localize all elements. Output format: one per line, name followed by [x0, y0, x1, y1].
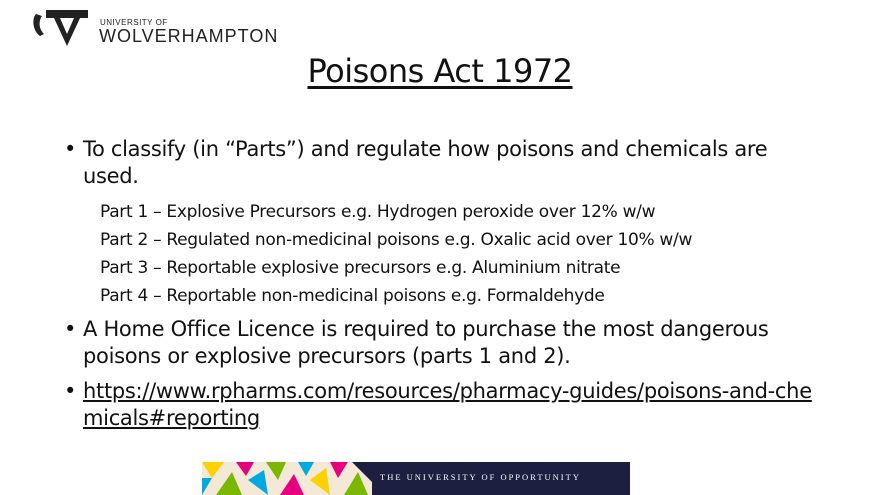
bullet-text: To classify (in “Parts”) and regulate how poisons and chemicals are used.	[83, 137, 768, 188]
bullet-licence	[62, 316, 822, 370]
logo-wolverhampton: WOLVERHAMPTON	[99, 26, 279, 46]
university-logo	[30, 8, 279, 58]
list-item: Part 4 – Reportable non-medicinal poisons e.g. Formaldehyde	[100, 286, 605, 306]
rpharms-link[interactable]: https://www.rpharms.com/resources/pharmacy-guides/poisons-and-chemicals#reporting	[83, 379, 812, 430]
logo-university-of: UNIVERSITY OF	[100, 18, 168, 27]
footer-banner	[202, 462, 630, 495]
list-item: Part 2 – Regulated non-medicinal poisons e.g. Oxalic acid over 10% w/w	[100, 230, 693, 250]
list-item: Part 3 – Reportable explosive precursors e.g. Aluminium nitrate	[100, 258, 621, 278]
bullet-link	[62, 378, 822, 432]
wolf-shield-icon	[30, 8, 92, 52]
banner-slogan: THE UNIVERSITY OF OPPORTUNITY	[380, 472, 581, 482]
bullet-text: A Home Office Licence is required to purchase the most dangerous poisons or explosive precursors (parts 1 and 2).	[83, 317, 769, 368]
list-item: Part 1 – Explosive Precursors e.g. Hydrogen peroxide over 12% w/w	[100, 202, 656, 222]
banner-graphic	[202, 462, 372, 495]
parts-list	[62, 198, 822, 310]
slide-title: Poisons Act 1972	[307, 52, 573, 90]
bullet-classify	[62, 136, 822, 190]
slide-content	[62, 136, 822, 440]
